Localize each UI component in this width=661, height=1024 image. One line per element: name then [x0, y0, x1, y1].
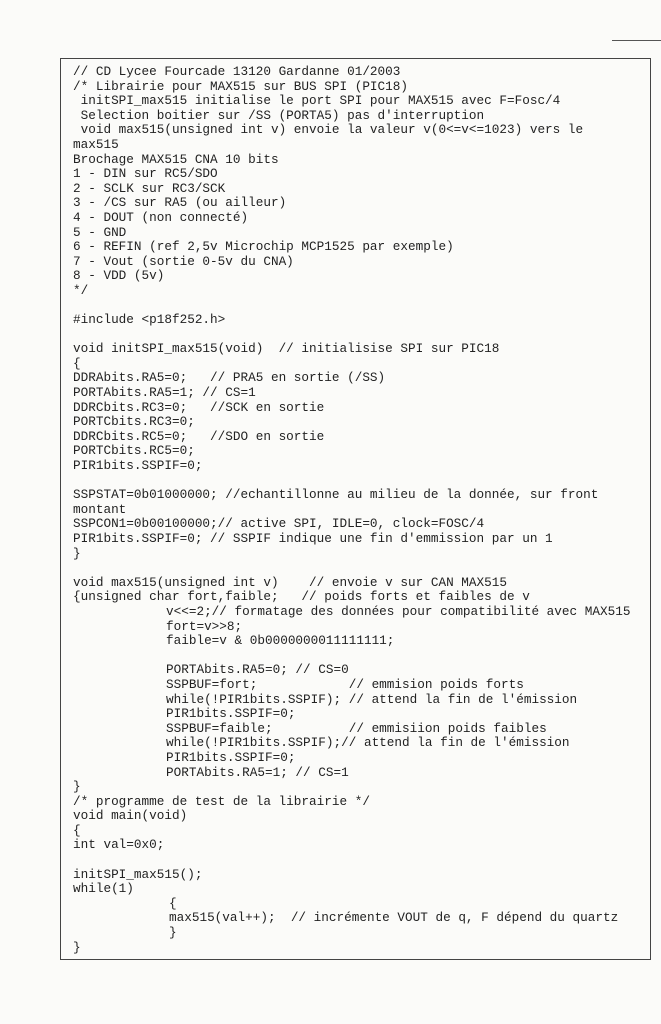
code-line: #include <p18f252.h> [73, 312, 226, 328]
code-line: */ [73, 282, 89, 298]
code-line: max515 [73, 136, 119, 152]
code-line: fort=v>>8; [166, 618, 243, 634]
code-line: 4 - DOUT (non connecté) [73, 209, 249, 225]
code-line: while(1) [73, 881, 134, 897]
code-line: } [73, 939, 81, 955]
code-line: void max515(unsigned int v) envoie la valeur v(0<=v<=1023) vers le [73, 122, 584, 138]
code-line: DDRCbits.RC3=0; //SCK en sortie [73, 399, 325, 415]
code-line: PIR1bits.SSPIF=0; [73, 458, 203, 474]
code-line: } [73, 779, 81, 795]
code-line: initSPI_max515(); [73, 866, 203, 882]
code-line: 1 - DIN sur RC5/SDO [73, 166, 218, 182]
code-line: Selection boitier sur /SS (PORTA5) pas d'interruption [73, 107, 485, 123]
code-line: 5 - GND [73, 224, 127, 240]
code-line: DDRAbits.RA5=0; // PRA5 en sortie (/SS) [73, 370, 386, 386]
code-line: PIR1bits.SSPIF=0; [166, 749, 296, 765]
code-line: max515(val++); // incrémente VOUT de q, F dépend du quartz [169, 910, 619, 926]
code-line [73, 561, 630, 576]
code-line: SSPBUF=fort; // emmision poids forts [166, 676, 524, 692]
code-line: /* programme de test de la librairie */ [73, 793, 370, 809]
code-line [73, 474, 630, 489]
code-line: void main(void) [73, 808, 188, 824]
code-line: 7 - Vout (sortie 0-5v du CNA) [73, 253, 294, 269]
code-line [73, 299, 630, 314]
code-line: int val=0x0; [73, 837, 165, 853]
code-line [73, 328, 630, 343]
code-line: void initSPI_max515(void) // initialisise SPI sur PIC18 [73, 341, 500, 357]
code-line: PORTCbits.RC3=0; [73, 414, 195, 430]
code-listing [73, 65, 630, 955]
code-line: { [169, 895, 177, 911]
code-line: } [169, 925, 177, 941]
code-line: {unsigned char fort,faible; // poids forts et faibles de v [73, 589, 530, 605]
code-line: while(!PIR1bits.SSPIF); // attend la fin de l'émission [166, 691, 578, 707]
code-line: } [73, 545, 81, 561]
code-line: initSPI_max515 initialise le port SPI pour MAX515 avec F=Fosc/4 [73, 93, 561, 109]
code-line: SSPCON1=0b00100000;// active SPI, IDLE=0, clock=FOSC/4 [73, 516, 485, 532]
code-line: SSPBUF=faible; // emmisiion poids faibles [166, 720, 547, 736]
code-line: montant [73, 501, 127, 517]
code-line: PORTAbits.RA5=1; // CS=1 [166, 764, 349, 780]
code-line: 3 - /CS sur RA5 (ou ailleur) [73, 195, 287, 211]
code-line: v<<=2;// formatage des données pour compatibilité avec MAX515 [166, 603, 631, 619]
code-line: PIR1bits.SSPIF=0; [166, 706, 296, 722]
code-line: void max515(unsigned int v) // envoie v sur CAN MAX515 [73, 574, 507, 590]
code-line: // CD Lycee Fourcade 13120 Gardanne 01/2003 [73, 64, 401, 79]
code-line: DDRCbits.RC5=0; //SDO en sortie [73, 428, 325, 444]
code-line: faible=v & 0b0000000011111111; [166, 633, 395, 649]
code-line [73, 853, 630, 868]
code-line [73, 649, 630, 664]
code-line: PORTAbits.RA5=0; // CS=0 [166, 662, 349, 678]
page-corner-rule [612, 40, 661, 41]
code-line: PIR1bits.SSPIF=0; // SSPIF indique une fin d'emmission par un 1 [73, 531, 553, 546]
code-line: { [73, 355, 81, 371]
code-line: PORTCbits.RC5=0; [73, 443, 195, 459]
code-line: 6 - REFIN (ref 2,5v Microchip MCP1525 par exemple) [73, 239, 454, 255]
code-line: Brochage MAX515 CNA 10 bits [73, 151, 279, 167]
code-line: /* Librairie pour MAX515 sur BUS SPI (PIC18) [73, 78, 409, 94]
code-line: SSPSTAT=0b01000000; //echantillonne au milieu de la donnée, sur front [73, 487, 599, 503]
code-line: 2 - SCLK sur RC3/SCK [73, 180, 226, 196]
code-line: 8 - VDD (5v) [73, 268, 165, 284]
code-line: { [73, 822, 81, 838]
code-line: PORTAbits.RA5=1; // CS=1 [73, 385, 256, 401]
code-line: while(!PIR1bits.SSPIF);// attend la fin de l'émission [166, 735, 570, 751]
